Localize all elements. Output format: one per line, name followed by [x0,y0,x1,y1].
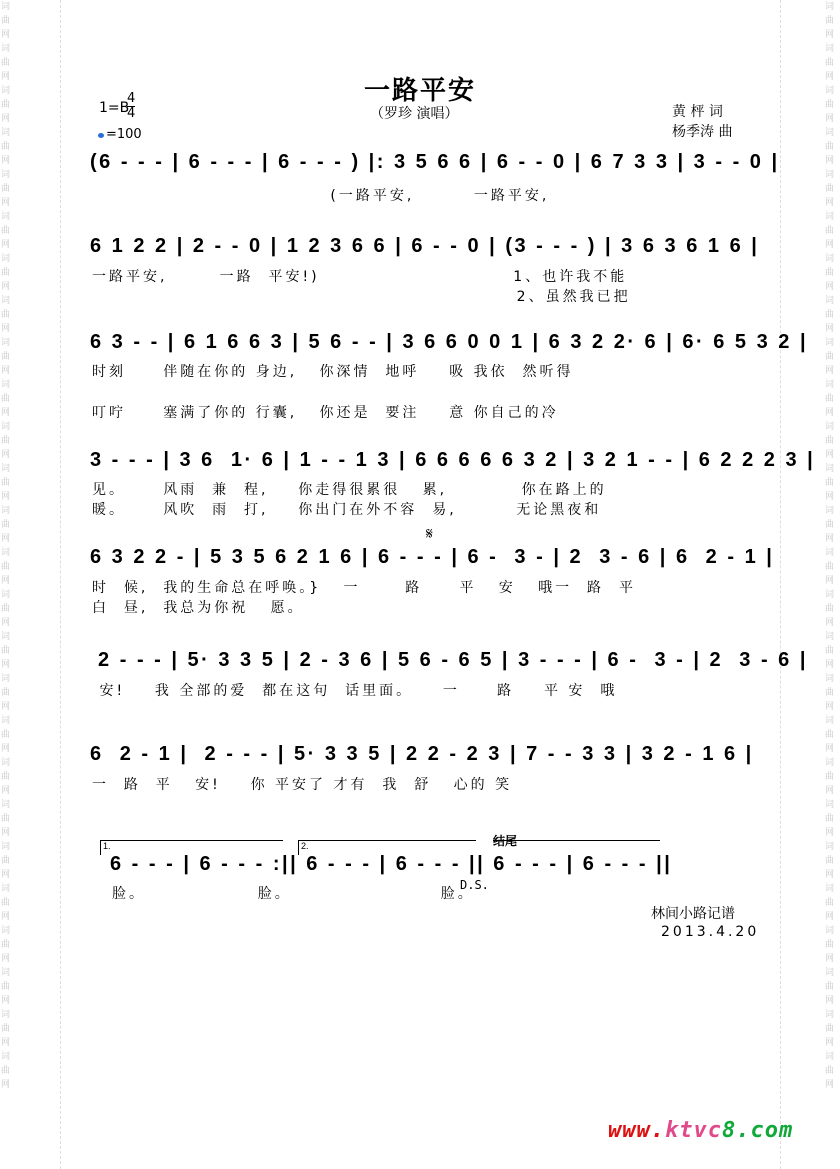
lyric-line-6a: 安! 我 全部的爱 都在这句 话里面。 一 路 平 安 哦 [92,683,618,699]
lyric-line-8a: 脸。 脸。 脸。 [112,886,475,902]
tempo-marking [98,127,142,142]
lyric-line-3b: 叮咛 塞满了你的 行囊, 你还是 要注 意 你自己的冷 [92,405,559,421]
watermark-ktvc: ktvc [664,1118,722,1143]
time-signature [127,92,135,121]
score-line-1: (6 - - - | 6 - - - | 6 - - - ) |: 3 5 6 6 | 6 - - 0 | 6 7 3 3 | 3 - - 0 | [90,151,780,173]
segno-sign: 𝄋 [426,526,433,543]
lyric-line-5a: 时 候, 我的生命总在呼唤。} 一 路 平 安 哦一 路 平 [92,580,636,596]
watermark-8com: 8.com [721,1118,794,1143]
composer-credit: 杨季涛 曲 [672,124,733,140]
lyricist-credit: 黄 枰 词 [672,104,723,120]
side-watermark-right: 词曲网词曲网词曲网词曲网词曲网词曲网词曲网词曲网词曲网词曲网词曲网词曲网词曲网词曲网词曲网词曲网词曲网词曲网词曲网词曲网词曲网词曲网词曲网词曲网词曲网词曲网 [825,2,835,1090]
lyric-line-4b: 暖。 风吹 雨 打, 你出门在外不容 易, 无论黑夜和 [92,502,602,518]
score-line-6: 2 - - - | 5· 3 3 5 | 2 - 3 6 | 5 6 - 6 5 | 3 - - - | 6 - 3 - | 2 3 - 6 | [90,649,808,671]
tempo-value: =100 [106,127,142,142]
lyric-line-4a: 见。 风雨 兼 程, 你走得很累很 累, 你在路上的 [92,482,607,498]
score-line-4: 3 - - - | 3 6 1· 6 | 1 - - 1 3 | 6 6 6 6 6 3 2 | 3 2 1 - - | 6 2 2 2 3 | [90,449,816,471]
lyric-line-2b: 2、虽然我已把 [92,289,631,305]
score-line-7: 6 2 - 1 | 2 - - - | 5· 3 3 5 | 2 2 - 2 3 | 7 - - 3 3 | 3 2 - 1 6 | [90,743,754,765]
score-line-2: 6 1 2 2 | 2 - - 0 | 1 2 3 6 6 | 6 - - 0 | (3 - - - ) | 3 6 3 6 1 6 | [90,235,760,257]
coda-label: 结尾 [493,834,518,848]
lyric-line-1a: (一路平安, 一路平安, [92,188,550,204]
time-signature-bottom: 4 [127,106,136,121]
lyric-line-7a: 一 路 平 安! 你 平安了 才有 我 舒 心的 笑 [92,777,513,793]
score-line-3: 6 3 - - | 6 1 6 6 3 | 5 6 - - | 3 6 6 0 0 1 | 6 3 2 2· 6 | 6· 6 5 3 2 | [90,331,809,353]
quarter-note-icon [98,133,104,138]
key-signature: 1=B [99,100,130,116]
time-signature-top: 4 [127,91,136,106]
site-watermark[interactable] [608,1118,793,1143]
song-title: 一路平安 [363,76,476,106]
ds-marking: D.S. [460,878,489,892]
score-line-8: 6 - - - | 6 - - - :|| 6 - - - | 6 - - - || 6 - - - | 6 - - - || [110,853,673,875]
lyric-line-2a: 一路平安, 一路 平安!) 1、也许我不能 [92,269,628,285]
transcription-date: 2013.4.20 [661,924,760,940]
score-line-5: 6 3 2 2 - | 5 3 5 6 2 1 6 | 6 - - - | 6 - 3 - | 2 3 - 6 | 6 2 - 1 | [90,546,775,568]
page-margin-right [780,0,782,1169]
song-subtitle: （罗珍 演唱） [370,106,459,122]
transcriber-credit: 林间小路记谱 [651,906,735,922]
lyric-line-5b: 白 昼, 我总为你祝 愿。 [92,600,305,616]
first-ending-bracket: 1. [100,840,283,855]
side-watermark-left: 词曲网词曲网词曲网词曲网词曲网词曲网词曲网词曲网词曲网词曲网词曲网词曲网词曲网词曲网词曲网词曲网词曲网词曲网词曲网词曲网词曲网词曲网词曲网词曲网词曲网词曲网 [1,2,11,1090]
second-ending-bracket: 2. [298,840,476,855]
lyric-line-3a: 时刻 伴随在你的 身边, 你深情 地呼 吸 我依 然听得 [92,364,574,380]
page-margin-left [60,0,62,1169]
watermark-www: www. [608,1118,665,1143]
